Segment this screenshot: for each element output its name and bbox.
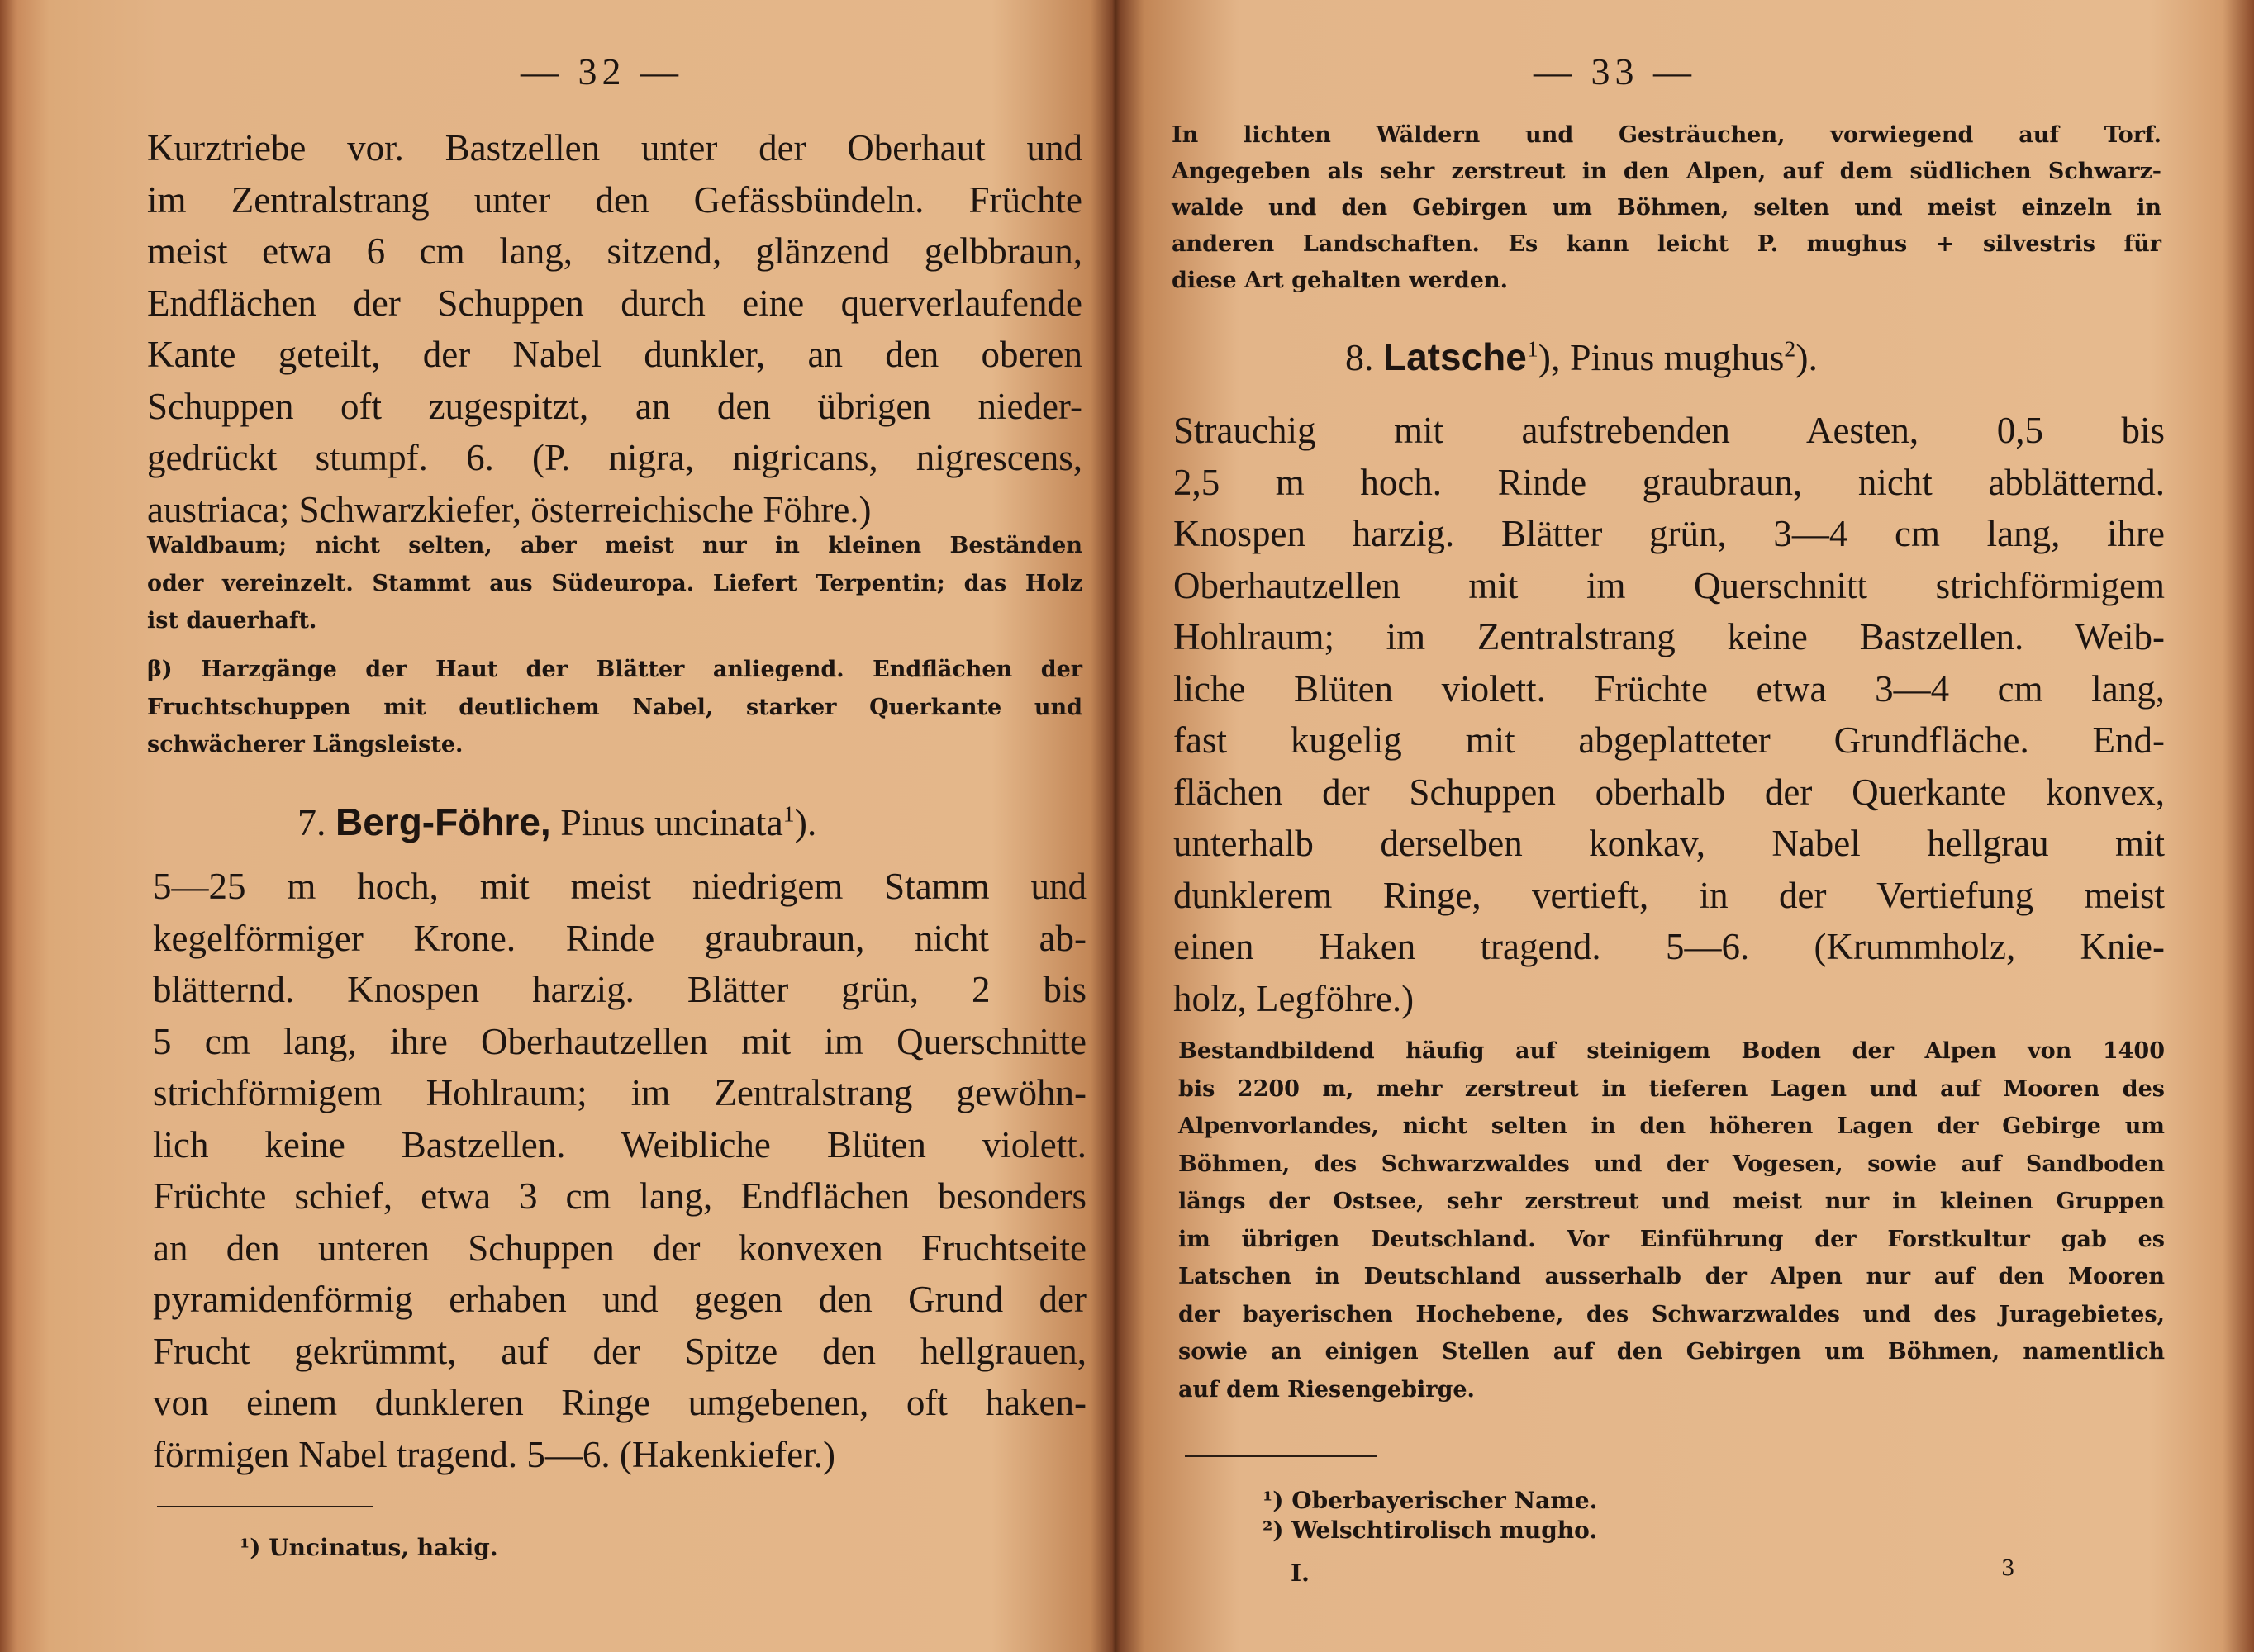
text-line: Endflächen der Schuppen durch eine querverlaufende xyxy=(147,282,1082,324)
note-line: Waldbaum; nicht selten, aber meist nur in kleinen Beständen xyxy=(147,533,1082,558)
description-paragraph xyxy=(153,861,1087,1480)
species-latin-name: ), Pinus mughus xyxy=(1538,336,1785,378)
text-line: an den unteren Schuppen der konvexen Fruchtseite xyxy=(153,1227,1087,1269)
note-line: β) Harzgänge der Haut der Blätter anliegend. Endflächen der xyxy=(147,657,1082,682)
text-line: 5—25 m hoch, mit meist niedrigem Stamm und xyxy=(153,866,1087,907)
footnote-mark: 1 xyxy=(782,800,795,827)
note-line: sowie an einigen Stellen auf den Gebirgen um Böhmen, namentlich xyxy=(1178,1339,2165,1365)
text-line: Früchte schief, etwa 3 cm lang, Endflächen besonders xyxy=(153,1175,1087,1217)
note-line: bis 2200 m, mehr zerstreut in tieferen Lagen und auf Mooren des xyxy=(1178,1075,2165,1102)
distribution-note xyxy=(1178,1032,2165,1408)
text-line: blätternd. Knospen harzig. Blätter grün, 2 bis xyxy=(153,969,1087,1010)
text-line: flächen der Schuppen oberhalb der Querkante konvex, xyxy=(1173,771,2165,813)
footnote-1: ¹) Uncinatus, hakig. xyxy=(240,1534,498,1561)
text-line: kegelförmiger Krone. Rinde graubraun, nicht ab- xyxy=(153,917,1087,959)
note-line: längs der Ostsee, sehr zerstreut und meist nur in kleinen Gruppen xyxy=(1178,1189,2165,1214)
footnote-mark-1: 1 xyxy=(1526,335,1538,362)
species-heading xyxy=(1345,335,1818,379)
text-line: Schuppen oft zugespitzt, an den übrigen nieder- xyxy=(147,385,1082,427)
heading-end: ). xyxy=(1795,336,1819,378)
text-line: dunklerem Ringe, vertieft, in der Vertiefung meist xyxy=(1173,874,2165,916)
note-line: Böhmen, des Schwarzwaldes und der Vogesen, sowie auf Sandboden xyxy=(1178,1151,2165,1177)
note-line: auf dem Riesengebirge. xyxy=(1178,1376,1475,1403)
page-number: — 32 — xyxy=(521,50,683,93)
text-line: einen Haken tragend. 5—6. (Krummholz, Knie- xyxy=(1173,926,2165,967)
text-line: unterhalb derselben konkav, Nabel hellgrau mit xyxy=(1173,823,2165,864)
page-number: — 33 — xyxy=(1534,50,1696,93)
intro-note xyxy=(1172,117,2161,299)
text-line: Strauchig mit aufstrebenden Aesten, 0,5 bis xyxy=(1173,410,2165,451)
text-line: strichförmigem Hohlraum; im Zentralstrang gewöhn- xyxy=(153,1072,1087,1113)
text-line: austriaca; Schwarzkiefer, österreichische Föhre.) xyxy=(147,488,872,530)
description-paragraph xyxy=(1173,405,2165,1024)
text-line: Kante geteilt, der Nabel dunkler, an den oberen xyxy=(147,334,1082,375)
note-line: oder vereinzelt. Stammt aus Südeuropa. Liefert Terpentin; das Holz xyxy=(147,570,1082,596)
note-line: Latschen in Deutschland ausserhalb der Alpen nur auf den Mooren xyxy=(1178,1264,2165,1289)
note-line: im übrigen Deutschland. Vor Einführung der Forstkultur gab es xyxy=(1178,1226,2165,1252)
species-heading xyxy=(297,800,816,844)
note-line: Alpenvorlandes, nicht selten in den höheren Lagen der Gebirge um xyxy=(1178,1113,2165,1139)
note-line: In lichten Wäldern und Gesträuchen, vorwiegend auf Torf. xyxy=(1172,122,2161,148)
text-line: pyramidenförmig erhaben und gegen den Grund der xyxy=(153,1279,1087,1320)
text-line: Frucht gekrümmt, auf der Spitze den hellgrauen, xyxy=(153,1330,1087,1372)
species-latin-name: Pinus uncinata xyxy=(560,801,783,843)
text-line: Kurztriebe vor. Bastzellen unter der Oberhaut und xyxy=(147,127,1082,169)
note-line: schwächerer Längsleiste. xyxy=(147,732,464,757)
text-line: 2,5 m hoch. Rinde graubraun, nicht abblätternd. xyxy=(1173,461,2165,503)
species-common-name: Berg-Föhre, xyxy=(335,800,551,843)
note-line: Angegeben als sehr zerstreut in den Alpen, auf dem südlichen Schwarz- xyxy=(1172,159,2161,184)
habitat-note xyxy=(147,527,1082,640)
note-line: Bestandbildend häufig auf steinigem Boden der Alpen von 1400 xyxy=(1178,1038,2165,1064)
heading-end: ). xyxy=(794,801,817,843)
left-page xyxy=(0,0,1115,1652)
signature-number: 3 xyxy=(2001,1556,2015,1581)
note-line: diese Art gehalten werden. xyxy=(1172,268,1508,293)
note-line: der bayerischen Hochebene, des Schwarzwaldes und des Juragebietes, xyxy=(1178,1301,2165,1327)
text-line: im Zentralstrang unter den Gefässbündeln. Früchte xyxy=(147,178,1082,221)
continuation-paragraph xyxy=(147,122,1082,535)
text-line: 5 cm lang, ihre Oberhautzellen mit im Querschnitte xyxy=(153,1020,1087,1062)
text-line: fast kugelig mit abgeplatteter Grundfläche. End- xyxy=(1173,719,2165,761)
text-line: liche Blüten violett. Früchte etwa 3—4 cm lang, xyxy=(1173,667,2165,710)
variety-note xyxy=(147,651,1082,764)
text-line: Hohlraum; im Zentralstrang keine Bastzellen. Weib- xyxy=(1173,616,2165,657)
footnote-mark-2: 2 xyxy=(1784,335,1796,362)
text-line: Oberhautzellen mit im Querschnitt strichförmigem xyxy=(1173,564,2165,606)
species-number: 8. xyxy=(1345,336,1374,378)
footnote-2: ²) Welschtirolisch mugho. xyxy=(1263,1517,1598,1544)
signature-mark: I. xyxy=(1291,1559,1310,1587)
footnote-rule xyxy=(157,1506,373,1507)
text-line: meist etwa 6 cm lang, sitzend, glänzend gelbbraun, xyxy=(147,230,1082,272)
note-line: walde und den Gebirgen um Böhmen, selten und meist einzeln in xyxy=(1172,195,2161,221)
note-line: Fruchtschuppen mit deutlichem Nabel, starker Querkante und xyxy=(147,694,1082,720)
note-line: ist dauerhaft. xyxy=(147,608,317,634)
text-line: lich keine Bastzellen. Weibliche Blüten violett. xyxy=(153,1123,1087,1165)
footnote-1: ¹) Oberbayerischer Name. xyxy=(1263,1487,1598,1514)
text-line: holz, Legföhre.) xyxy=(1173,977,1415,1019)
species-common-name: Latsche xyxy=(1383,335,1527,378)
right-page xyxy=(1120,0,2254,1652)
species-number: 7. xyxy=(297,801,326,843)
text-line: förmigen Nabel tragend. 5—6. (Hakenkiefer.) xyxy=(153,1433,835,1475)
footnote-rule xyxy=(1185,1455,1377,1457)
text-line: gedrückt stumpf. 6. (P. nigra, nigricans, nigrescens, xyxy=(147,437,1082,478)
text-line: Knospen harzig. Blätter grün, 3—4 cm lang, ihre xyxy=(1173,513,2165,554)
note-line: anderen Landschaften. Es kann leicht P. mughus + silvestris für xyxy=(1172,231,2161,257)
text-line: von einem dunkleren Ringe umgebenen, oft haken- xyxy=(153,1382,1087,1423)
